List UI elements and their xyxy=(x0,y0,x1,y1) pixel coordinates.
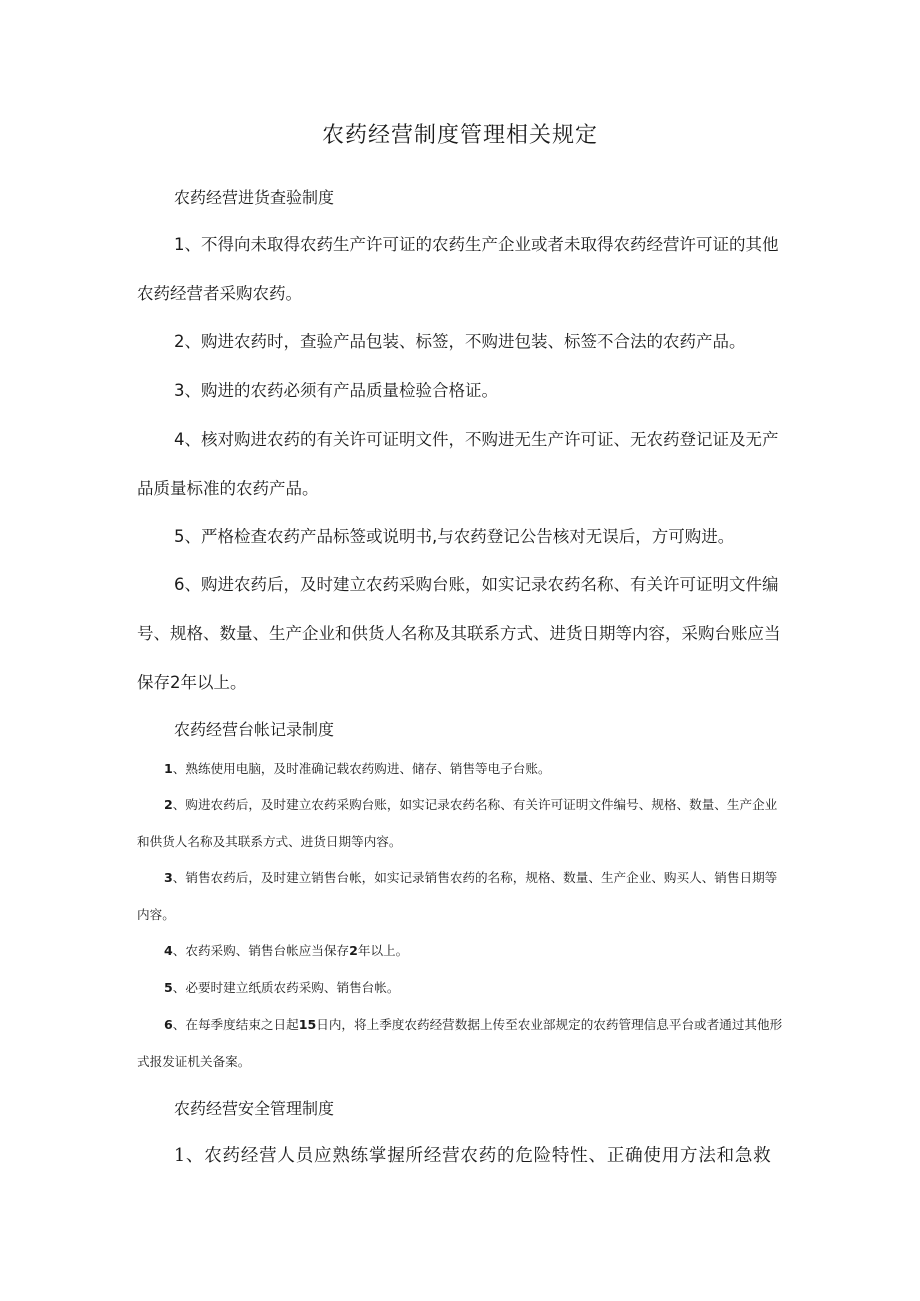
item-text: 、必要时建立纸质农药采购、销售台帐。 xyxy=(172,980,400,995)
list-item: 1、不得向未取得农药生产许可证的农药生产企业或者未取得农药经营许可证的其他农药经营者采购农药。 xyxy=(137,235,779,303)
list-item xyxy=(137,859,789,933)
section-heading: 农药经营安全管理制度 xyxy=(174,1099,335,1118)
item-text: 、熟练使用电脑，及时准确记载农药购进、储存、销售等电子台账。 xyxy=(172,761,551,776)
list-item: 6、购进农药后，及时建立农药采购台账，如实记录农药名称、有关许可证明文件编号、规格、数量、生产企业和供货人名称及其联系方式、进货日期等内容，采购台账应当保存2年以上。 xyxy=(137,575,781,692)
item-text: 、销售农药后，及时建立销售台帐，如实记录销售农药的名称，规格、数量、生产企业、购买人、销售日期等内容。 xyxy=(137,870,778,922)
item-text: 、购进农药后，及时建立农药采购台账，如实记录农药名称、有关许可证明文件编号、规格、数量、生产企业和供货人名称及其联系方式、进货日期等内容。 xyxy=(137,797,778,849)
item-number: 2 xyxy=(164,797,173,812)
section-heading: 农药经营台帐记录制度 xyxy=(174,720,335,739)
list-item xyxy=(137,932,789,969)
section-heading: 农药经营进货查验制度 xyxy=(174,188,335,207)
list-item: 5、严格检查农药产品标签或说明书,与农药登记公告核对无误后，方可购进。 xyxy=(174,527,735,546)
item-number: 4 xyxy=(164,943,173,958)
item-text: 年以上。 xyxy=(357,943,409,958)
item-text: 、农药采购、销售台帐应当保存 xyxy=(172,943,350,958)
list-item xyxy=(137,750,789,787)
item-number: 1 xyxy=(164,761,173,776)
item-number: 5 xyxy=(164,980,173,995)
list-item xyxy=(137,1006,789,1080)
item-number: 6 xyxy=(164,1017,173,1032)
item-text: 、在每季度结束之日起 xyxy=(172,1017,299,1032)
list-item: 3、购进的农药必须有产品质量检验合格证。 xyxy=(174,381,498,400)
list-item: 1、农药经营人员应熟练掌握所经营农药的危险特性、正确使用方法和急救 xyxy=(174,1146,772,1166)
list-item: 2、购进农药时，查验产品包装、标签，不购进包装、标签不合法的农药产品。 xyxy=(174,332,746,351)
list-item: 4、核对购进农药的有关许可证明文件，不购进无生产许可证、无农药登记证及无产品质量标准的农药产品。 xyxy=(137,430,779,498)
list-item xyxy=(137,969,789,1006)
list-item xyxy=(137,786,789,860)
document-title: 农药经营制度管理相关规定 xyxy=(321,123,598,148)
item-number-inline: 2 xyxy=(349,943,358,958)
item-number-inline: 15 xyxy=(298,1017,317,1032)
item-text: 日内，将上季度农药经营数据上传至农业部规定的农药管理信息平台或者通过其他形式报发证机关备案。 xyxy=(137,1017,783,1069)
item-number: 3 xyxy=(164,870,173,885)
